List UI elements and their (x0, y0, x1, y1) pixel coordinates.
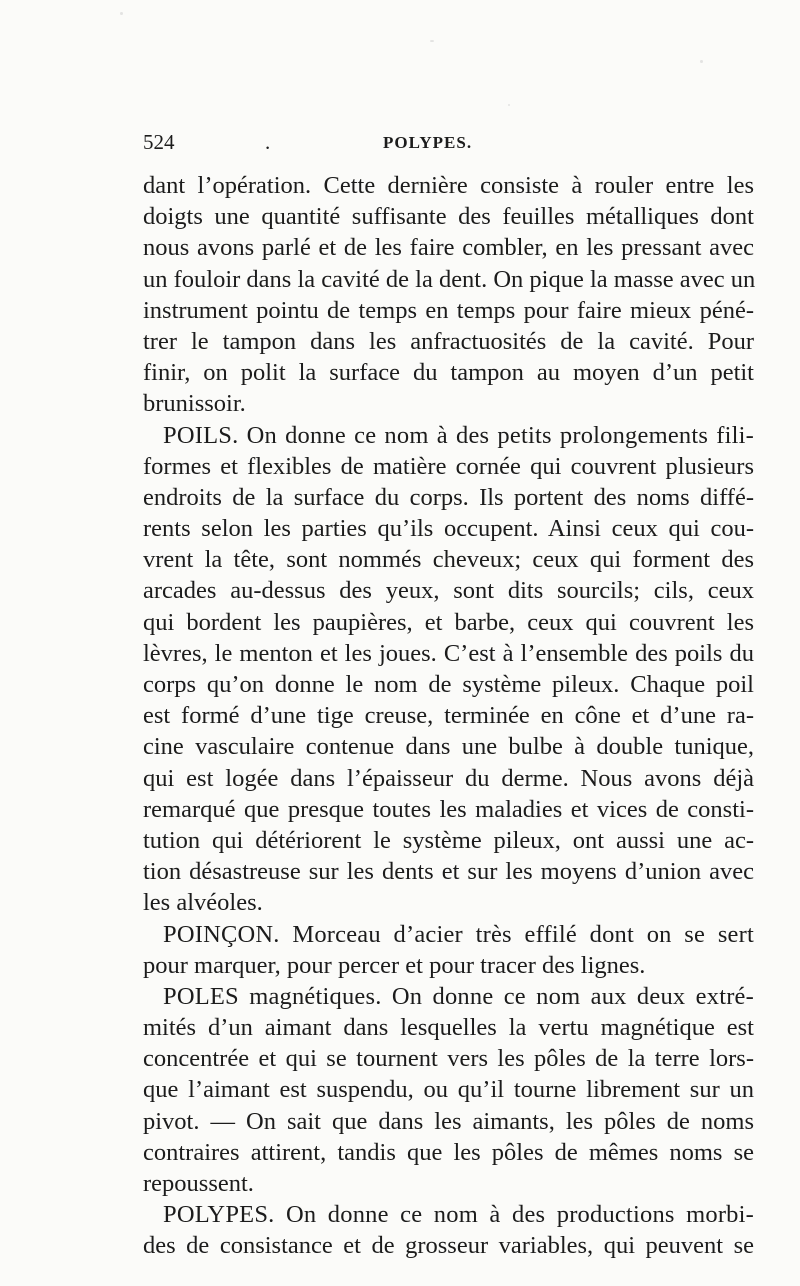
text-line: endroits de la surface du corps. Ils portent des noms diffé- (143, 483, 754, 511)
paper-speck (700, 60, 703, 63)
text-line: remarqué que presque toutes les maladies et vices de consti- (143, 795, 754, 823)
text-line: contraires attirent, tandis que les pôles de mêmes noms se (143, 1138, 754, 1166)
text-line: arcades au-dessus des yeux, sont dits sourcils; cils, ceux (143, 577, 754, 605)
paper-speck (508, 104, 510, 106)
text-line: des de consistance et de grosseur variables, qui peuvent se (143, 1232, 754, 1260)
body-text (143, 170, 754, 1262)
text-line: pivot. — On sait que dans les aimants, les pôles de noms (143, 1107, 754, 1135)
text-line: dant l’opération. Cette dernière consiste à rouler entre les (143, 172, 754, 199)
text-line: doigts une quantité suffisante des feuilles métalliques dont (143, 203, 754, 231)
entry-line-polypes: POLYPES. On donne ce nom à des productions morbi- (163, 1201, 754, 1229)
text-line: les alvéoles. (143, 889, 263, 917)
text-line: cine vasculaire contenue dans une bulbe à double tunique, (143, 733, 754, 761)
text-line: repoussent. (143, 1170, 254, 1197)
entry-line-poils: POILS. On donne ce nom à des petits prolongements fili- (163, 421, 754, 449)
text-line: brunissoir. (143, 390, 246, 418)
text-line: concentrée et qui se tournent vers les pôles de la terre lors- (143, 1045, 754, 1073)
text-line: corps qu’on donne le nom de système pileux. Chaque poil (143, 671, 754, 698)
page-number: 524 (143, 130, 175, 154)
text-line: vrent la tête, sont nommés cheveux; ceux qui forment des (143, 546, 754, 574)
entry-line-poles: POLES magnétiques. On donne ce nom aux deux extré- (163, 982, 754, 1010)
header-dot: . (265, 130, 271, 154)
text-line: tion désastreuse sur les dents et sur les moyens d’union avec (143, 858, 754, 886)
text-line: un fouloir dans la cavité de la dent. On pique la masse avec un (143, 265, 756, 293)
text-line: que l’aimant est suspendu, ou qu’il tourne librement sur un (143, 1076, 754, 1104)
paper-speck (430, 40, 434, 42)
entry-line-poincon: POINÇON. Morceau d’acier très effilé dont on se sert (163, 920, 754, 948)
text-line: est formé d’une tige creuse, terminée en cône et d’une ra- (143, 702, 754, 730)
text-line: qui bordent les paupières, et barbe, ceux qui couvrent les (143, 608, 754, 636)
text-line: instrument pointu de temps en temps pour faire mieux péné- (143, 296, 754, 324)
text-line: pour marquer, pour percer et pour tracer des lignes. (143, 951, 646, 979)
text-line: mités d’un aimant dans lesquelles la vertu magnétique est (143, 1014, 754, 1042)
paper-speck (120, 12, 123, 15)
page-header (143, 130, 753, 160)
text-line: lèvres, le menton et les joues. C’est à l’ensemble des poils du (143, 639, 754, 667)
text-line: tution qui détériorent le système pileux, ont aussi une ac- (143, 826, 754, 854)
text-line: trer le tampon dans les anfractuosités de la cavité. Pour (143, 327, 754, 355)
text-line: finir, on polit la surface du tampon au moyen d’un petit (143, 359, 754, 387)
text-line: nous avons parlé et de les faire combler, en les pressant avec (143, 234, 754, 262)
running-title: POLYPES. (383, 133, 473, 152)
text-line: qui est logée dans l’épaisseur du derme. Nous avons déjà (143, 764, 754, 792)
text-line: formes et flexibles de matière cornée qui couvrent plusieurs (143, 452, 754, 480)
text-line: rents selon les parties qu’ils occupent. Ainsi ceux qui cou- (143, 515, 754, 543)
